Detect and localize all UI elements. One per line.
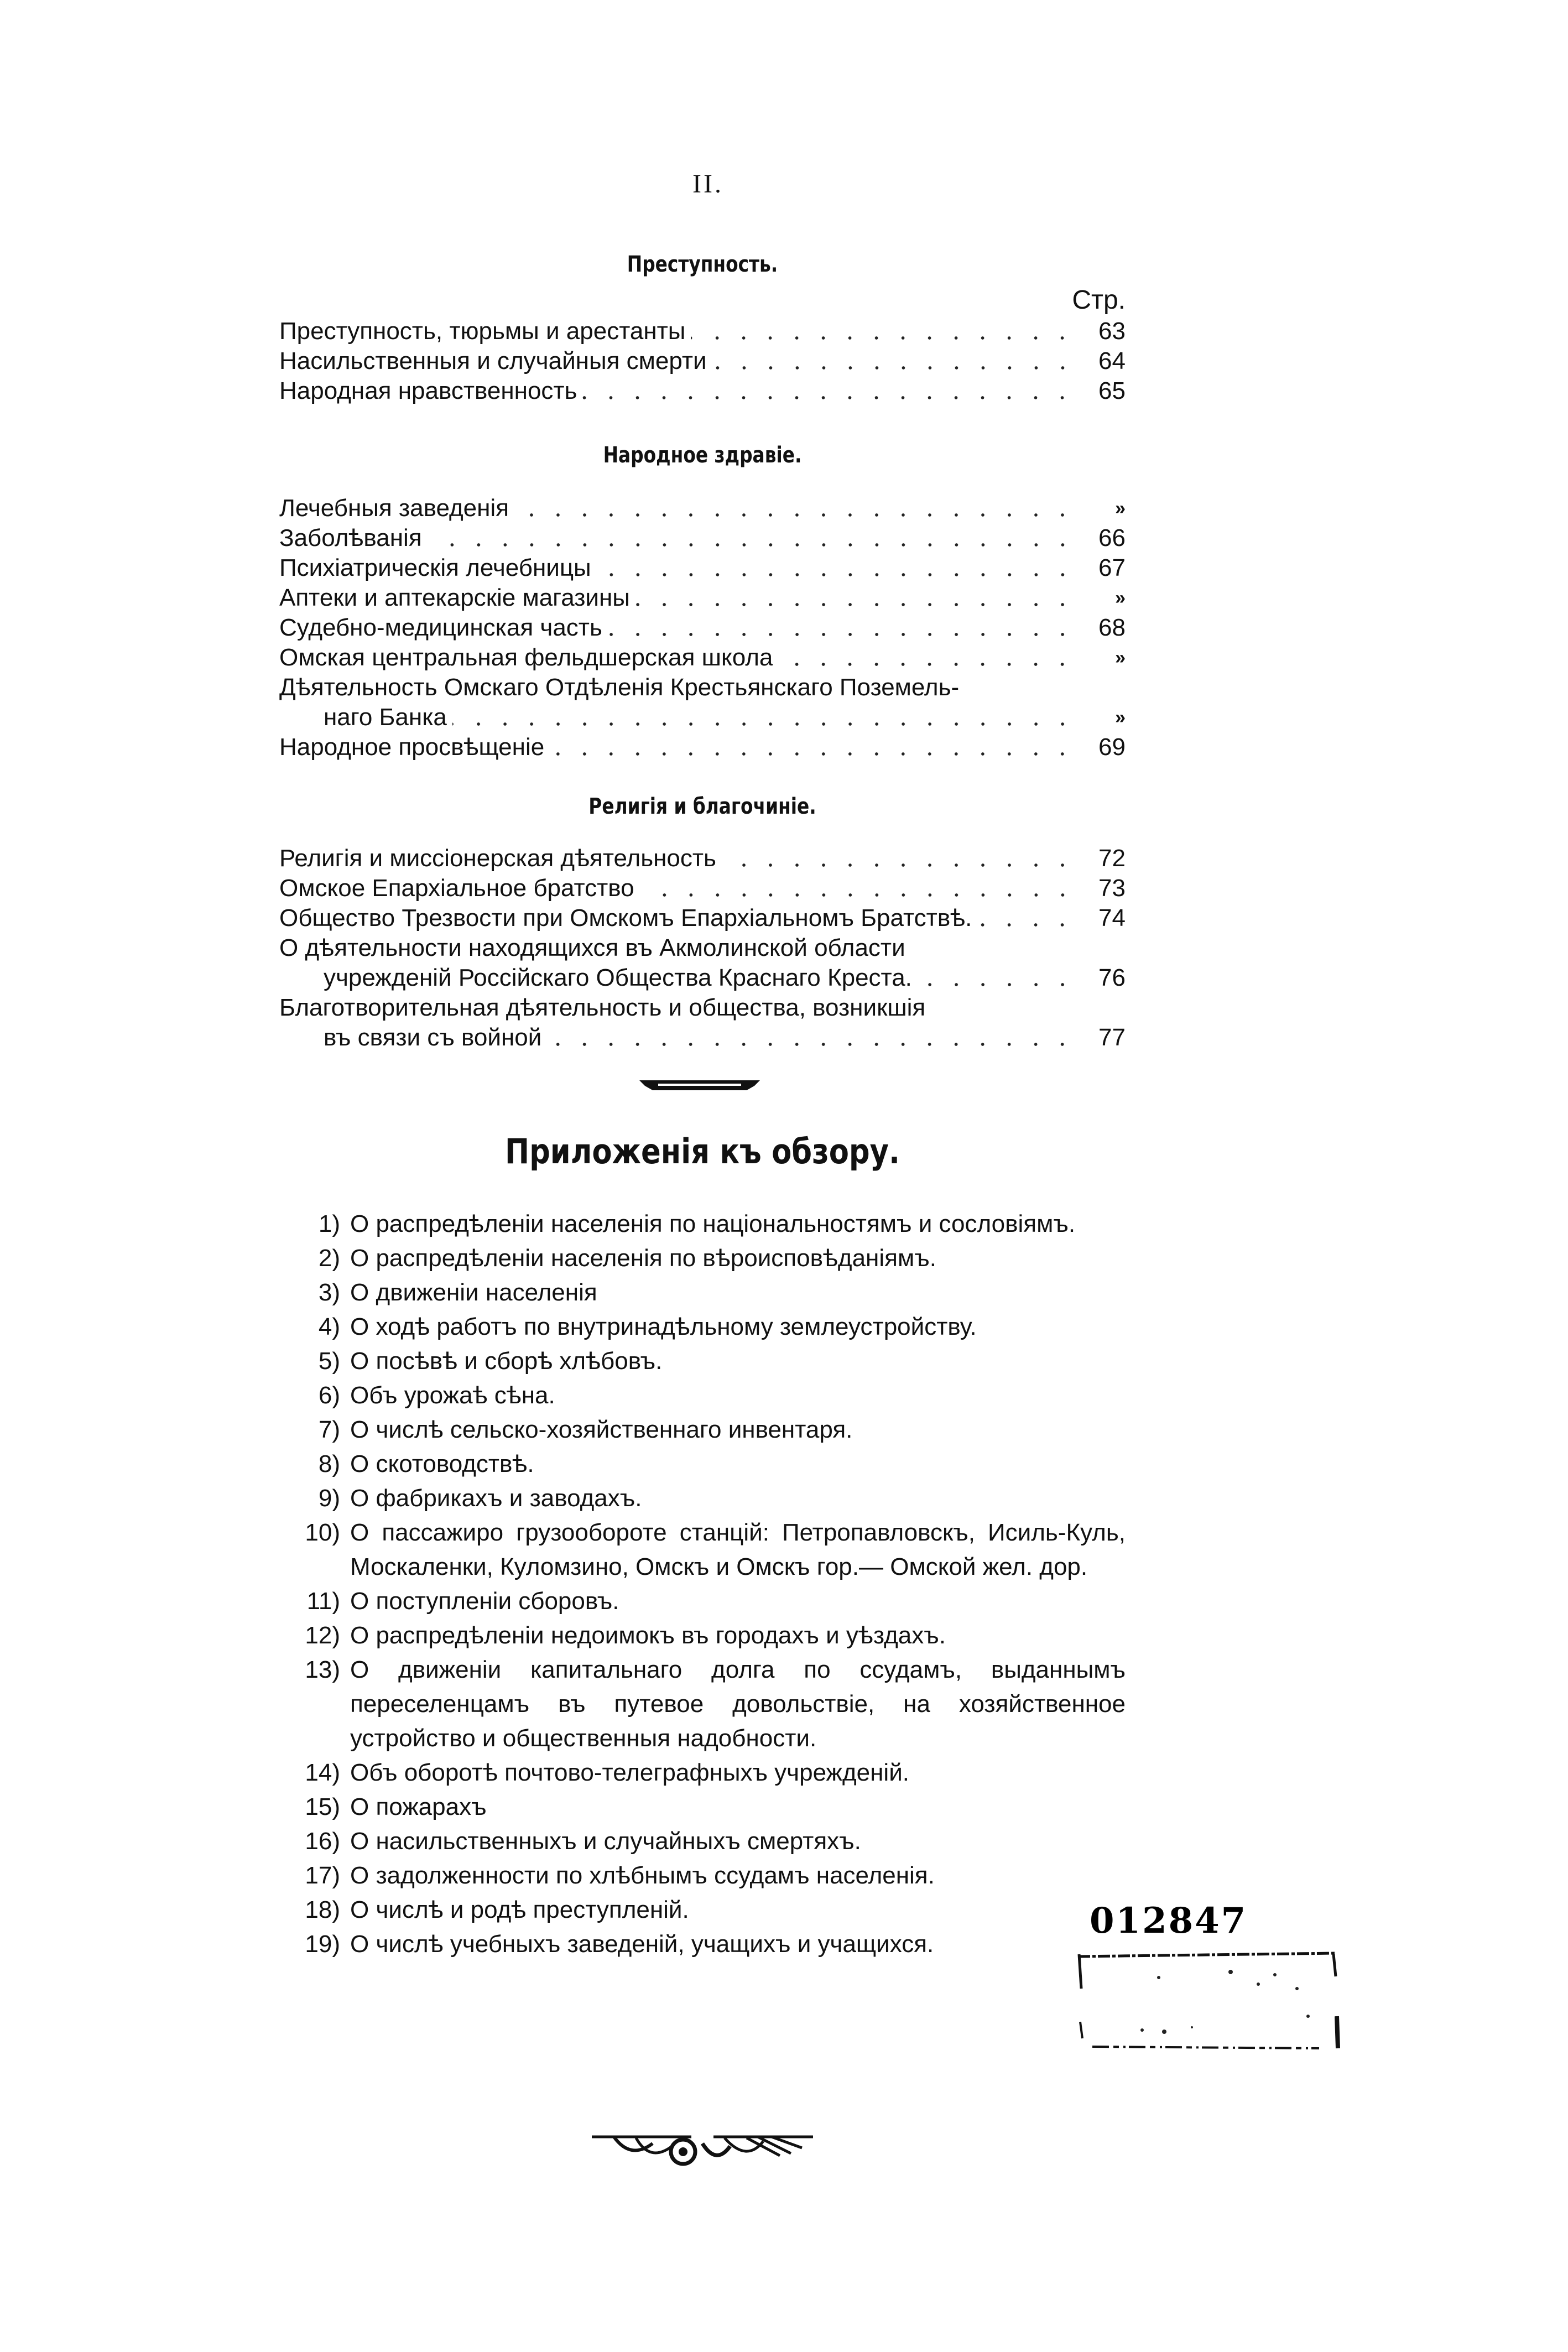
bottom-ornament xyxy=(581,2121,824,2171)
appendix-list xyxy=(279,1207,1126,1961)
toc-entry: Общество Трезвости при Омскомъ Епархіальномъ Братствѣ. 74 xyxy=(279,904,1126,932)
toc-entry: Народное просвѣщеніе 69 xyxy=(279,733,1126,761)
list-item: 14) Объ оборотѣ почтово-телеграфныхъ учрежденій. xyxy=(305,1759,910,1786)
list-item: 19) О числѣ учебныхъ заведеній, учащихъ и учащихся. xyxy=(305,1930,934,1958)
list-item: 17) О задолженности по хлѣбнымъ ссудамъ населенія. xyxy=(305,1862,935,1889)
toc-entry-continued: наго Банка » xyxy=(324,704,1126,731)
page-column-label: Стр. xyxy=(1072,285,1126,315)
list-item: 11) О поступленіи сборовъ. xyxy=(306,1588,619,1615)
toc-entry: Благотворительная дѣятельность и общества, возникшія xyxy=(279,994,926,1021)
appendix-title: Приложенія къ обзору. xyxy=(504,1131,900,1172)
page-number: II. xyxy=(692,169,723,199)
toc-entry: Омская центральная фельдшерская школа » xyxy=(279,644,1126,671)
toc-entry: Народная нравственность 65 xyxy=(279,377,1126,404)
list-item: 1) О распредѣленіи населенія по національностямъ и сословіямъ. xyxy=(318,1210,1076,1237)
list-item: 3) О движеніи населенія xyxy=(318,1279,597,1306)
list-item: 10) О пассажиро грузообороте станцій: Петропавловскъ, Исиль-Куль, Москаленки, Куломзино, Омскъ и Омскъ гор.— Омской жел. дор. xyxy=(305,1519,1126,1580)
library-stamp xyxy=(1076,1950,1341,2055)
list-item: 15) О пожарахъ xyxy=(305,1793,487,1820)
list-item: 2) О распредѣленіи населенія по вѣроисповѣданіямъ. xyxy=(318,1245,936,1272)
toc-entry: Заболѣванія 66 xyxy=(279,524,1126,551)
toc-section-religion xyxy=(279,844,1126,1053)
toc-entry: Лечебныя заведенія » xyxy=(279,495,1126,522)
toc-entry-continued: учрежденій Россійскаго Общества Краснаго Креста. 76 xyxy=(324,964,1126,991)
list-item: 18) О числѣ и родѣ преступленій. xyxy=(305,1896,689,1923)
list-item: 6) Объ урожаѣ сѣна. xyxy=(318,1382,555,1409)
toc-section-crime xyxy=(279,316,1126,406)
list-item: 4) О ходѣ работъ по внутринадѣльному землеустройству. xyxy=(318,1313,977,1340)
list-item: 8) О скотоводствѣ. xyxy=(318,1450,534,1477)
toc-entry: О дѣятельности находящихся въ Акмолинской области xyxy=(279,934,905,961)
list-item: 9) О фабрикахъ и заводахъ. xyxy=(318,1485,642,1512)
toc-entry: Аптеки и аптекарскіе магазины » xyxy=(279,584,1126,611)
toc-entry: Религія и миссіонерская дѣятельность 72 xyxy=(279,845,1126,872)
toc-entry: Преступность, тюрьмы и арестанты 63 xyxy=(279,318,1126,345)
toc-entry: Насильственныя и случайныя смерти 64 xyxy=(279,347,1126,374)
ornament-rule xyxy=(636,1076,763,1096)
library-stamp-number: 012847 xyxy=(1090,1900,1248,1942)
toc-entry-continued: въ связи съ войной 77 xyxy=(324,1024,1126,1051)
section-title-religion: Религія и благочиніе. xyxy=(588,794,816,819)
toc-entry: Омское Епархіальное братство 73 xyxy=(279,875,1126,902)
section-title-crime: Преступность. xyxy=(627,252,778,277)
toc-section-health xyxy=(279,493,1126,762)
list-item: 7) О числѣ сельско-хозяйственнаго инвентаря. xyxy=(318,1416,853,1443)
list-item: 5) О посѣвѣ и сборѣ хлѣбовъ. xyxy=(318,1347,663,1375)
list-item: 13) О движеніи капитальнаго долга по ссудамъ, выданнымъ переселенцамъ въ путевое довольствіе, на хозяйственное устройство и общественныя надобности. xyxy=(305,1656,1126,1752)
toc-entry: Психіатрическія лечебницы 67 xyxy=(279,554,1126,581)
list-item: 12) О распредѣленіи недоимокъ въ городахъ и уѣздахъ. xyxy=(305,1622,946,1649)
section-title-health: Народное здравіе. xyxy=(603,443,802,468)
list-item: 16) О насильственныхъ и случайныхъ смертяхъ. xyxy=(305,1828,861,1855)
toc-entry: Дѣятельность Омскаго Отдѣленія Крестьянскаго Поземель- xyxy=(279,674,960,701)
toc-entry: Судебно-медицинская часть 68 xyxy=(279,614,1126,641)
